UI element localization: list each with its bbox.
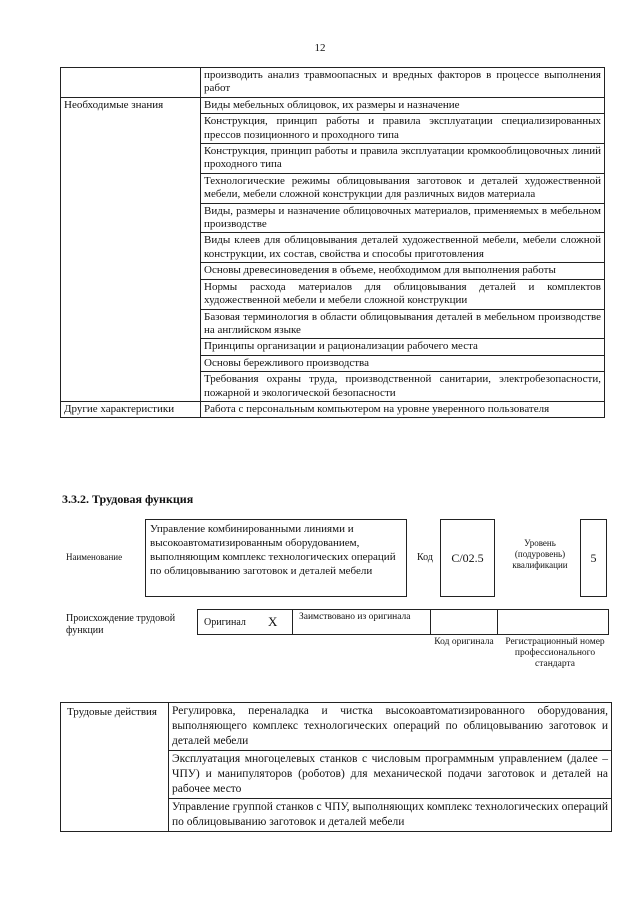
knowledge-item: Виды мебельных облицовок, их размеры и назначение [201,97,605,113]
continuation-text: производить анализ травмоопасных и вредных факторов в процессе выполнения работ [201,68,605,98]
knowledge-item: Технологические режимы облицовывания заготовок и деталей художественной мебели, мебели сложной конструкции для различных видов материала [201,173,605,203]
other-label: Другие характеристики [61,401,201,417]
action-item: Регулировка, переналадка и чистка высокоавтоматизированного оборудования, выполняющего комплекс технологических операций по облицовыванию заготовок и деталей мебели [169,703,612,751]
action-item: Эксплуатация многоцелевых станков с числовым программным управлением (далее – ЧПУ) и манипуляторов (роботов) для механической подачи заготовок и деталей на рабочее место [169,751,612,799]
code-original-caption: Код оригинала [434,637,494,647]
knowledge-item: Базовая терминология в области облицовывания деталей в мебельном производстве на английском языке [201,309,605,339]
table-row [61,401,605,417]
section-title: 3.3.2. Трудовая функция [62,492,194,506]
other-value: Работа с персональным компьютером на уровне уверенного пользователя [201,401,605,417]
empty-cell [61,68,201,98]
knowledge-item: Виды клеев для облицовывания деталей художественной мебели, мебели сложной конструкции, их состав, свойства и способы приготовления [201,233,605,263]
knowledge-item: Нормы расхода материалов для облицовывания деталей и комплектов художественной мебели и мебели сложной конструкции [201,279,605,309]
function-name-box [145,519,407,597]
original-cell [197,609,293,635]
original-mark: X [268,614,278,629]
knowledge-item: Требования охраны труда, производственной санитарии, электробезопасности, пожарной и экологической безопасности [201,372,605,402]
origin-label: Происхождение трудовой функции [66,613,176,636]
table-row [61,703,612,751]
knowledge-item: Основы древесиноведения в объеме, необходимом для выполнения работы [201,263,605,279]
level-value: 5 [580,519,607,597]
reg-number-cell [497,609,609,635]
knowledge-label: Необходимые знания [61,97,201,401]
knowledge-table [60,67,605,418]
code-value: С/02.5 [440,519,495,597]
borrowed-label: Заимствовано из оригинала [299,612,411,622]
page-number: 12 [314,42,326,54]
knowledge-item: Конструкция, принцип работы и правила эксплуатации специализированных прессов позиционного и проходного типа [201,114,605,144]
original-code-cell [430,609,498,635]
actions-table [60,702,612,832]
level-label: Уровень (подуровень) квалификации [512,538,568,570]
name-label: Наименование [66,552,123,562]
knowledge-item: Принципы организации и рационализации рабочего места [201,339,605,355]
code-label: Код [417,552,433,563]
table-row [61,97,605,113]
reg-number-caption: Регистрационный номер профессионального стандарта [505,637,605,669]
knowledge-item: Конструкция, принцип работы и правила эксплуатации кромкооблицовочных линий проходного типа [201,144,605,174]
original-label: Оригинал [204,617,246,628]
knowledge-item: Виды, размеры и назначение облицовочных материалов, применяемых в мебельном производстве [201,203,605,233]
action-item: Управление группой станков с ЧПУ, выполняющих комплекс технологических операций по облицовыванию заготовок и деталей мебели [169,799,612,832]
actions-label: Трудовые действия [61,703,169,832]
function-name-value: Управление комбинированными линиями и высокоавтоматизированным оборудованием, выполняющим комплекс технологических операций по облицовыванию заготовок и деталей мебели [150,523,396,577]
table-row [61,68,605,98]
knowledge-item: Основы бережливого производства [201,355,605,371]
borrowed-cell [292,609,431,635]
